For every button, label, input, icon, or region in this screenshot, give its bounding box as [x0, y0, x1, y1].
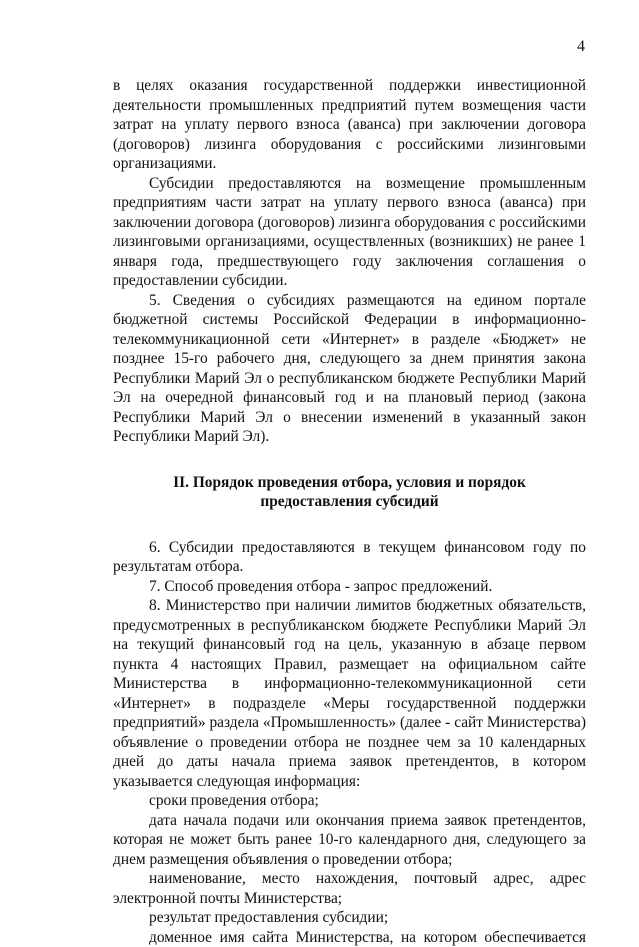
section-heading — [113, 473, 586, 512]
list-item-application-dates: дата начала подачи или окончания приема заявок претендентов, которая не может быть ранее 10-го календарного дня, следующего за днем размещения объявления о проведении отбора; — [113, 811, 586, 870]
paragraph-subsidy-purpose: Субсидии предоставляются на возмещение промышленным предприятиям части затрат на уплату первого взноса (аванса) при заключении договора (договоров) лизинга оборудования с российскими лизинговыми организациями, осуществленных (возникших) не ранее 1 января года, предшествующего году заключения соглашения о предоставлении субсидии. — [113, 174, 586, 291]
list-item-domain-name: доменное имя сайта Министерства, на котором обеспечивается — [113, 928, 586, 947]
document-body — [113, 76, 586, 947]
section-heading-line-2: предоставления субсидий — [113, 492, 586, 512]
paragraph-purpose-continuation: в целях оказания государственной поддержки инвестиционной деятельности промышленных предприятий путем возмещения части затрат на уплату первого взноса (аванса) при заключении договора (договоров) лизинга оборудования с российскими лизинговыми организациями. — [113, 76, 586, 174]
paragraph-item-8: 8. Министерство при наличии лимитов бюджетных обязательств, предусмотренных в республиканском бюджете Республики Марий Эл на текущий финансовый год на цель, указанную в абзаце первом пункта 4 настоящих Правил, размещает на официальном сайте Министерства в информационно-телекоммуникационной сети «Интернет» в подразделе «Меры государственной поддержки предприятий» раздела «Промышленность» (далее - сайт Министерства) объявление о проведении отбора не позднее чем за 10 календарных дней до даты начала приема заявок претендентов, в котором указывается следующая информация: — [113, 596, 586, 791]
list-item-selection-timing: сроки проведения отбора; — [113, 791, 586, 811]
page-number: 4 — [565, 38, 585, 56]
paragraph-item-5: 5. Сведения о субсидиях размещаются на едином портале бюджетной системы Российской Федерации в информационно-телекоммуникационной сети «Интернет» в разделе «Бюджет» не позднее 15-го рабочего дня, следующего за днем принятия закона Республики Марий Эл о республиканском бюджете Республики Марий Эл на очередной финансовый год и на плановый период (закона Республики Марий Эл о внесении изменений в указанный закон Республики Марий Эл). — [113, 291, 586, 447]
section-heading-line-1: II. Порядок проведения отбора, условия и порядок — [113, 473, 586, 493]
list-item-subsidy-result: результат предоставления субсидии; — [113, 908, 586, 928]
paragraph-item-6: 6. Субсидии предоставляются в текущем финансовом году по результатам отбора. — [113, 538, 586, 577]
paragraph-item-7: 7. Способ проведения отбора - запрос предложений. — [113, 577, 586, 597]
list-item-ministry-contacts: наименование, место нахождения, почтовый адрес, адрес электронной почты Министерства; — [113, 869, 586, 908]
